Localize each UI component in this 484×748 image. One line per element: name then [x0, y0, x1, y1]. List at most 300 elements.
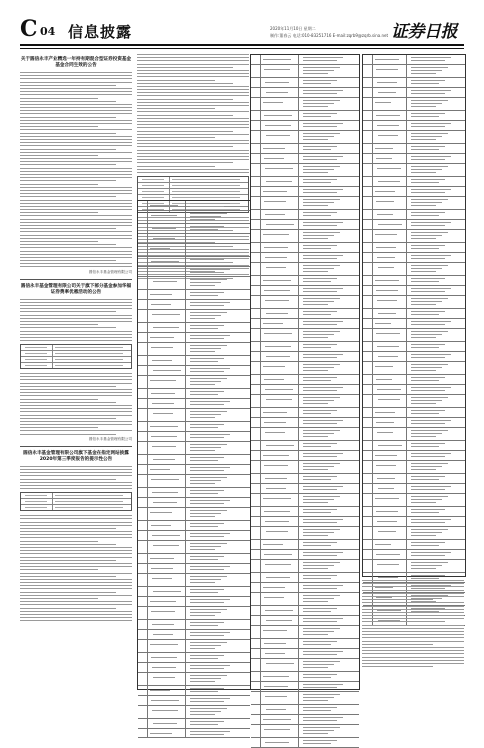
text-line	[20, 161, 132, 162]
text-line	[20, 399, 98, 400]
section-letter: C	[20, 16, 38, 42]
text-line	[362, 586, 464, 587]
table-row	[363, 65, 465, 78]
newspaper-logo: 证券日报	[391, 22, 457, 42]
table-row	[251, 540, 359, 550]
text-line	[20, 488, 132, 489]
text-line	[362, 644, 433, 645]
text-line	[20, 408, 132, 409]
text-line	[20, 595, 132, 596]
table-row	[251, 451, 359, 461]
text-line	[20, 158, 132, 159]
text-line	[20, 222, 132, 223]
table-row	[363, 121, 465, 131]
text-line	[20, 427, 98, 428]
text-line	[20, 120, 132, 121]
text-line	[20, 85, 116, 86]
table-row	[251, 286, 359, 296]
text-line	[20, 557, 132, 558]
text-line	[20, 537, 132, 538]
text-line	[20, 164, 116, 165]
table-row	[138, 465, 250, 475]
text-line	[20, 376, 132, 377]
table-row	[251, 408, 359, 418]
text-line	[20, 585, 132, 586]
text-line	[20, 254, 132, 255]
table-row	[363, 550, 465, 560]
text-line	[20, 469, 132, 470]
table-row	[138, 310, 250, 323]
text-line	[137, 80, 215, 81]
text-line	[362, 606, 464, 607]
table-row	[251, 692, 359, 705]
text-line	[362, 650, 464, 651]
table-row	[251, 626, 359, 639]
table-row	[138, 564, 250, 574]
table-row	[138, 267, 250, 277]
table-row	[251, 428, 359, 441]
text-line	[20, 534, 132, 535]
table-row	[138, 587, 250, 597]
text-line	[20, 544, 116, 545]
text-line	[362, 602, 464, 603]
text-line	[20, 569, 98, 570]
table-row	[138, 300, 250, 310]
table-row	[138, 234, 250, 244]
table-row	[363, 375, 465, 385]
table-row	[138, 531, 250, 541]
table-row	[251, 111, 359, 121]
table-row	[251, 164, 359, 177]
text-line	[20, 617, 132, 618]
text-line	[137, 64, 249, 65]
text-line	[137, 118, 249, 119]
text-line	[20, 315, 132, 316]
text-line	[362, 590, 464, 591]
table-row	[138, 422, 250, 432]
table-row	[363, 395, 465, 408]
article-body	[20, 466, 132, 489]
header-rule-thin	[20, 48, 464, 49]
text-line	[20, 392, 132, 393]
table-row	[251, 659, 359, 672]
text-line	[20, 113, 132, 114]
table-row	[251, 507, 359, 517]
text-line	[362, 666, 433, 667]
text-line	[20, 200, 132, 201]
article-divider	[20, 279, 132, 280]
table-row	[138, 607, 250, 620]
text-line	[20, 383, 132, 384]
text-line	[137, 156, 249, 157]
text-line	[20, 82, 132, 83]
table-row	[251, 230, 359, 243]
table-row	[251, 55, 359, 65]
table-row	[138, 488, 250, 498]
table-row	[363, 385, 465, 395]
text-line	[137, 83, 233, 84]
table-row	[138, 663, 250, 673]
table-row	[251, 263, 359, 276]
text-line	[362, 663, 464, 664]
table-row	[251, 560, 359, 573]
text-line	[20, 126, 98, 127]
table-row	[138, 508, 250, 521]
text-line	[20, 411, 132, 412]
text-line	[362, 618, 464, 619]
table-row	[251, 705, 359, 715]
table-row	[251, 78, 359, 88]
text-line	[20, 98, 98, 99]
text-line	[20, 91, 132, 92]
text-line	[20, 104, 132, 105]
text-line	[137, 76, 249, 77]
table-row	[251, 243, 359, 253]
article-title: 圆信永丰基金管理有限公司旗下基金在指定网站披露2020年第三季度报告的提示性公告	[23, 450, 129, 462]
table-row	[251, 220, 359, 230]
table-row	[251, 309, 359, 319]
text-line	[20, 123, 132, 124]
text-line	[20, 241, 98, 242]
text-line	[137, 105, 249, 106]
text-line	[362, 657, 464, 658]
table-row	[251, 65, 359, 78]
text-line	[20, 389, 132, 390]
text-line	[20, 142, 132, 143]
table-row	[251, 253, 359, 263]
text-line	[137, 140, 249, 141]
text-line	[362, 660, 464, 661]
table-row	[363, 55, 465, 65]
table-row	[363, 177, 465, 187]
table-row	[138, 399, 250, 409]
text-line	[362, 631, 464, 632]
table-row	[363, 111, 465, 121]
table-row	[251, 329, 359, 342]
text-line	[20, 522, 132, 523]
table-row	[363, 220, 465, 230]
table-row	[138, 574, 250, 587]
text-line	[20, 430, 132, 431]
article-signature: 圆信永丰基金管理有限公司	[88, 269, 132, 274]
table-row	[251, 639, 359, 649]
table-row	[251, 144, 359, 154]
text-line	[20, 145, 132, 146]
table-row	[251, 517, 359, 527]
table-row	[363, 144, 465, 154]
article-signature: 圆信永丰基金管理有限公司	[88, 436, 132, 441]
text-line	[362, 599, 433, 600]
text-line	[362, 628, 464, 629]
text-line	[362, 653, 464, 654]
text-line	[20, 324, 98, 325]
table-row	[363, 263, 465, 276]
article-title: 圆信永丰基金管理有限公司关于旗下部分基金参加华福证券费率优惠活动的公告	[20, 283, 132, 295]
text-line	[137, 92, 249, 93]
text-line	[137, 169, 249, 170]
text-line	[20, 579, 132, 580]
table-row	[251, 276, 359, 286]
table-row	[363, 352, 465, 362]
table-row	[363, 98, 465, 111]
table-row	[251, 484, 359, 494]
table-row	[138, 620, 250, 630]
table-row	[138, 224, 250, 234]
table-row	[251, 550, 359, 560]
text-line	[137, 131, 233, 132]
text-line	[20, 139, 132, 140]
article-body	[20, 72, 132, 267]
text-line	[20, 219, 132, 220]
text-line	[137, 124, 249, 125]
text-line	[137, 99, 233, 100]
text-line	[20, 550, 132, 551]
table-row	[251, 593, 359, 606]
table-row	[138, 706, 250, 719]
table-row	[138, 201, 250, 211]
text-line	[20, 231, 132, 232]
table-row	[138, 597, 250, 607]
table-row	[363, 474, 465, 484]
table-row	[251, 362, 359, 375]
page-header	[0, 0, 484, 44]
table-row	[251, 319, 359, 329]
text-line	[20, 299, 132, 300]
table-row	[363, 243, 465, 253]
text-line	[20, 553, 132, 554]
text-line	[137, 166, 215, 167]
text-line	[137, 153, 249, 154]
table-row	[363, 451, 465, 461]
table-row	[138, 521, 250, 531]
text-line	[20, 541, 98, 542]
text-line	[137, 108, 215, 109]
article-title: 关于圆信永丰产业精选一年持有期混合型证券投资基金基金合同生效的公告	[20, 57, 132, 68]
table-row	[138, 356, 250, 366]
table-row	[363, 494, 465, 507]
table-row	[363, 210, 465, 220]
text-line	[20, 215, 132, 216]
text-line	[20, 203, 132, 204]
table-row	[251, 573, 359, 583]
text-line	[20, 247, 132, 248]
text-line	[20, 311, 116, 312]
table-row	[138, 290, 250, 300]
table-row	[251, 352, 359, 362]
text-line	[20, 434, 116, 435]
table-row	[138, 729, 250, 738]
text-line	[137, 111, 249, 112]
text-line	[20, 238, 132, 239]
table-row	[251, 583, 359, 593]
article-table	[20, 344, 132, 369]
text-line	[20, 424, 132, 425]
table-row	[138, 333, 250, 343]
table-row	[363, 362, 465, 375]
text-line	[20, 308, 132, 309]
table-row	[251, 725, 359, 738]
table-row	[363, 187, 465, 197]
text-line	[20, 244, 116, 245]
table-row	[251, 527, 359, 540]
text-line	[137, 137, 215, 138]
text-line	[20, 75, 132, 76]
table-row	[138, 630, 250, 640]
table-row	[251, 395, 359, 408]
text-line	[20, 305, 132, 306]
text-line	[20, 168, 132, 169]
table-row	[251, 154, 359, 164]
text-line	[20, 472, 132, 473]
table-row	[138, 389, 250, 399]
text-line	[20, 180, 116, 181]
table-row	[138, 653, 250, 663]
text-line	[137, 102, 249, 103]
text-line	[20, 302, 132, 303]
text-line	[362, 580, 464, 581]
table-row	[363, 154, 465, 164]
table-row	[138, 244, 250, 257]
text-line	[137, 89, 249, 90]
table-row	[251, 375, 359, 385]
text-line	[20, 415, 132, 416]
text-line	[20, 327, 116, 328]
table-row	[138, 366, 250, 376]
table-row	[363, 164, 465, 177]
text-line	[20, 235, 132, 236]
text-line	[20, 133, 116, 134]
text-line	[20, 334, 132, 335]
table-row	[138, 442, 250, 455]
table-row	[363, 418, 465, 428]
table-row	[251, 88, 359, 98]
text-line	[20, 206, 132, 207]
table-row	[251, 98, 359, 111]
table-row	[138, 498, 250, 508]
text-line	[20, 482, 132, 483]
text-line	[20, 212, 98, 213]
table-row	[251, 474, 359, 484]
table-row	[363, 540, 465, 550]
text-line	[20, 251, 132, 252]
table-row	[138, 323, 250, 333]
text-line	[362, 593, 464, 594]
text-line	[137, 146, 233, 147]
text-line	[20, 531, 132, 532]
text-line	[362, 647, 464, 648]
text-line	[20, 515, 132, 516]
text-line	[20, 485, 132, 486]
text-line	[20, 88, 132, 89]
text-line	[20, 608, 116, 609]
table-row	[363, 441, 465, 451]
text-line	[20, 321, 132, 322]
table-row	[251, 197, 359, 210]
table-row	[138, 277, 250, 290]
text-line	[20, 72, 132, 73]
table-row	[251, 738, 359, 748]
table-row	[138, 554, 250, 564]
table-row	[363, 517, 465, 527]
table-row	[251, 441, 359, 451]
table-row	[363, 461, 465, 474]
text-line	[362, 583, 464, 584]
text-line	[137, 162, 233, 163]
text-line	[137, 143, 249, 144]
text-line	[20, 421, 132, 422]
table-row	[251, 606, 359, 616]
text-line	[20, 379, 132, 380]
table-row	[138, 343, 250, 356]
text-line	[362, 625, 464, 626]
text-line	[20, 193, 132, 194]
table-row	[363, 319, 465, 329]
text-line	[20, 263, 132, 264]
fund-list-table	[137, 200, 251, 690]
text-line	[362, 615, 464, 616]
text-line	[137, 95, 249, 96]
table-row	[363, 507, 465, 517]
text-line	[20, 601, 132, 602]
issue-date: 2020年11月10日 星期二	[270, 26, 316, 31]
text-line	[20, 402, 116, 403]
table-row	[138, 719, 250, 729]
text-line	[362, 641, 464, 642]
table-row	[138, 432, 250, 442]
article-table	[20, 492, 132, 511]
text-line	[20, 479, 116, 480]
text-line	[137, 70, 249, 71]
header-rule	[20, 44, 464, 46]
table-row	[251, 494, 359, 507]
text-line	[20, 196, 116, 197]
text-line	[20, 566, 132, 567]
table-row	[363, 253, 465, 263]
table-row	[138, 455, 250, 465]
table-row	[363, 230, 465, 243]
text-line	[137, 54, 249, 55]
text-line	[137, 127, 249, 128]
text-line	[20, 101, 116, 102]
table-row	[363, 560, 465, 573]
text-line	[362, 609, 464, 610]
text-line	[137, 86, 249, 87]
table-row	[251, 418, 359, 428]
text-line	[20, 260, 116, 261]
text-line	[137, 172, 249, 173]
table-row	[363, 342, 465, 352]
text-line	[20, 225, 132, 226]
text-line	[362, 612, 464, 613]
text-line	[20, 573, 132, 574]
table-row	[363, 296, 465, 309]
table-row	[251, 682, 359, 692]
article-body	[137, 54, 249, 173]
text-line	[20, 547, 132, 548]
table-row	[251, 715, 359, 725]
text-line	[20, 395, 132, 396]
text-line	[20, 582, 132, 583]
table-row	[363, 78, 465, 88]
article-divider	[20, 446, 132, 447]
announcement-column	[20, 54, 132, 624]
text-line	[20, 604, 132, 605]
text-line	[20, 592, 116, 593]
text-line	[20, 94, 132, 95]
table-row	[251, 187, 359, 197]
text-line	[20, 620, 132, 621]
text-line	[137, 67, 233, 68]
